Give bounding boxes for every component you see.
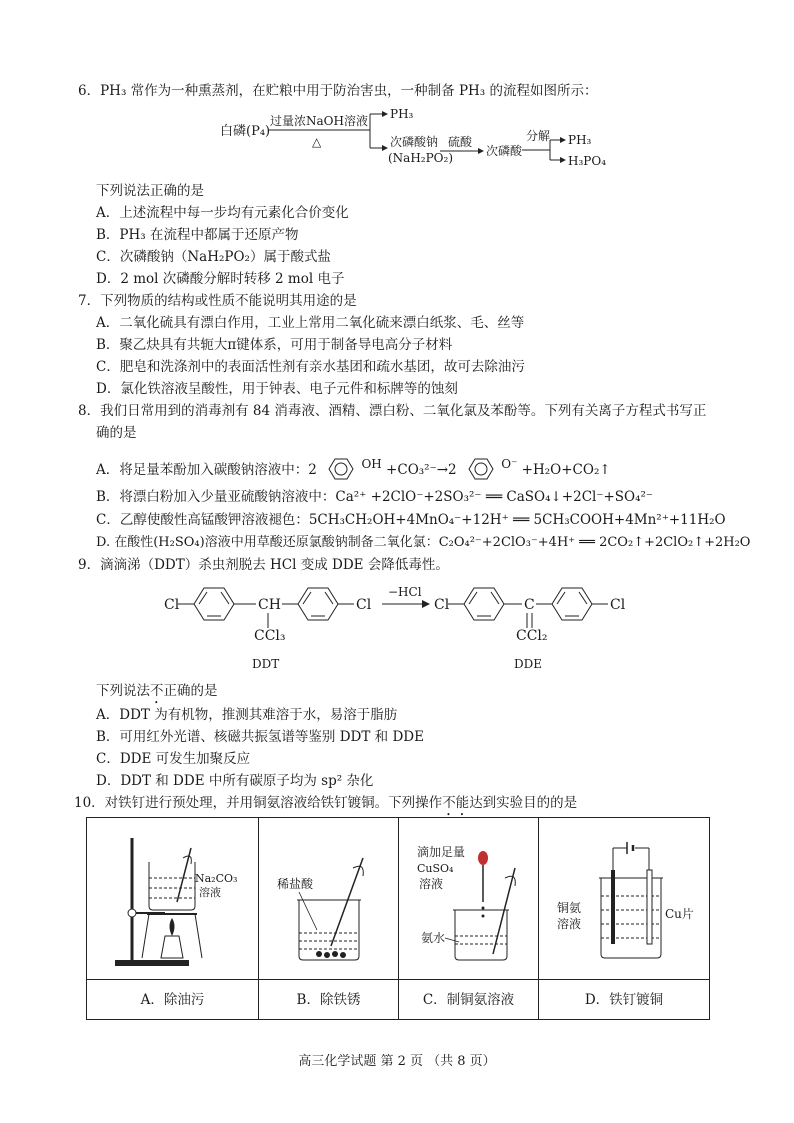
- q6-prompt: 下列说法正确的是: [96, 183, 204, 199]
- flow-product-b: H₃PO₄: [568, 154, 606, 168]
- flow-condition: △: [312, 135, 322, 149]
- ddt-ch: CH: [258, 597, 281, 613]
- q9-option-a[interactable]: A．DDT 为有机物，推测其难溶于水，易溶于脂肪: [96, 707, 398, 723]
- q7-option-a[interactable]: A．二氧化硫具有漂白作用，工业上常用二氧化硫来漂白纸浆、毛、丝等: [96, 315, 525, 331]
- ddt-cl-left: Cl: [164, 597, 180, 613]
- q10-stem-post: 达到实验目的的是: [469, 795, 578, 811]
- label-dilute-hcl: 稀盐酸: [277, 877, 314, 891]
- q8-option-b[interactable]: B．将漂白粉加入少量亚硫酸钠溶液中：Ca²⁺ +2ClO⁻+2SO₃²⁻ ══ CaSO₄↓+2Cl⁻+SO₄²⁻: [96, 489, 654, 505]
- label-na2co3: Na₂CO₃: [195, 872, 238, 885]
- flow-product1: PH₃: [390, 107, 414, 121]
- rust-removal-apparatus-icon: [259, 818, 397, 978]
- q8-option-a-oh: OH: [361, 457, 382, 471]
- ddt-cl-right: Cl: [356, 597, 372, 613]
- q6-option-b[interactable]: B．PH₃ 在流程中都属于还原产物: [96, 227, 299, 243]
- label-solution-c: 溶液: [419, 877, 444, 891]
- q9-option-d[interactable]: D．DDT 和 DDE 中所有碳原子均为 sp² 杂化: [96, 773, 374, 789]
- q9-prompt-post: 正确的是: [163, 683, 218, 699]
- q8-option-a-o: O⁻: [501, 457, 518, 471]
- q9-prompt-pre: 下列说法: [96, 683, 150, 699]
- q9-reaction-scheme: [160, 580, 640, 672]
- q8-option-c[interactable]: C．乙醇使酸性高锰酸钾溶液褪色：5CH₃CH₂OH+4MnO₄⁻+12H⁺ ══ 5CH₃COOH+4Mn²⁺+11H₂O: [96, 512, 726, 528]
- dde-cl-right: Cl: [610, 597, 626, 613]
- flow-start: 白磷(P₄): [220, 124, 271, 139]
- q6-option-c[interactable]: C．次磷酸钠（NaH₂PO₂）属于酸式盐: [96, 249, 331, 265]
- q10-stem-pre: 10．对铁钉进行预处理，并用铜氨溶液给铁钉镀铜。下列操作: [74, 795, 443, 811]
- label-cu-plate: Cu片: [665, 907, 694, 921]
- label-add-excess: 滴加足量: [417, 845, 466, 859]
- q10-stem: [74, 794, 577, 819]
- dde-label: DDE: [514, 657, 543, 671]
- flow-reagent: 过量浓NaOH溶液: [270, 114, 368, 128]
- apparatus-d[interactable]: [539, 818, 709, 979]
- q8-option-d[interactable]: D. 在酸性(H₂SO₄)溶液中用草酸还原氯酸钠制备二氧化氯：C₂O₄²⁻+2ClO₃⁻+4H⁺ ══ 2CO₂↑+2ClO₂↑+2H₂O: [96, 535, 751, 550]
- label-ammonia: 氨水: [421, 931, 446, 945]
- flow-salt-formula: (NaH₂PO₂): [388, 151, 454, 165]
- q8-option-a[interactable]: [96, 455, 611, 483]
- q6-option-a[interactable]: A．上述流程中每一步均有元素化合价变化: [96, 205, 349, 221]
- label-solution-d: 溶液: [557, 917, 582, 931]
- q8-stem-line2: 确的是: [96, 425, 137, 441]
- reaction-condition: −HCl: [388, 585, 422, 599]
- q6-option-d[interactable]: D．2 mol 次磷酸分解时转移 2 mol 电子: [96, 271, 345, 287]
- flow-decompose: 分解: [526, 129, 551, 143]
- q6-flow-diagram: [210, 104, 630, 174]
- q10-stem-emphasis: 不能: [442, 795, 470, 811]
- q7-option-b[interactable]: B．聚乙炔具有共轭大π键体系，可用于制备导电高分子材料: [96, 337, 453, 353]
- label-solution-a: 溶液: [199, 886, 221, 899]
- apparatus-a[interactable]: [87, 818, 259, 979]
- dde-c: C: [524, 597, 535, 613]
- copper-ammonia-prep-icon: [399, 818, 537, 978]
- dde-ccl2: CCl₂: [516, 628, 548, 644]
- caption-d[interactable]: D．铁钉镀铜: [539, 979, 709, 1020]
- ddt-ccl3: CCl₃: [254, 628, 286, 644]
- ddt-label: DDT: [252, 657, 280, 671]
- electroplating-apparatus-icon: [539, 818, 709, 978]
- flow-acid: 次磷酸: [486, 144, 523, 158]
- q8-option-a-post: +H₂O+CO₂↑: [521, 462, 611, 478]
- caption-a[interactable]: A．除油污: [87, 979, 259, 1020]
- flow-product-a: PH₃: [568, 133, 592, 147]
- q9-prompt-emphasis: 不: [150, 683, 164, 699]
- phenoxide-ring-icon: [461, 455, 497, 483]
- caption-b[interactable]: B．除铁锈: [259, 979, 399, 1020]
- q9-stem: 9．滴滴涕（DDT）杀虫剂脱去 HCl 变成 DDE 会降低毒性。: [78, 557, 449, 573]
- page-footer: 高三化学试题 第 2 页 （共 8 页）: [298, 1054, 496, 1069]
- q9-option-b[interactable]: B．可用红外光谱、核磁共振氢谱等鉴别 DDT 和 DDE: [96, 729, 424, 745]
- apparatus-b[interactable]: [259, 818, 399, 979]
- dde-cl-left: Cl: [434, 597, 450, 613]
- q10-apparatus-table: [86, 817, 710, 1020]
- q6-stem: 6．PH₃ 常作为一种熏蒸剂，在贮粮中用于防治害虫，一种制备 PH₃ 的流程如图所示：: [78, 83, 598, 99]
- flow-acid-reagent: 硫酸: [448, 135, 473, 149]
- caption-c[interactable]: C．制铜氨溶液: [399, 979, 539, 1020]
- apparatus-c[interactable]: [399, 818, 539, 979]
- flow-salt-name: 次磷酸钠: [390, 135, 439, 149]
- q8-stem-line1: 8．我们日常用到的消毒剂有 84 消毒液、酒精、漂白粉、二氧化氯及苯酚等。下列有关离子方程式书写正: [78, 403, 707, 419]
- phenol-ring-icon: [321, 455, 357, 483]
- q8-option-a-prefix: A．将足量苯酚加入碳酸钠溶液中：2: [96, 462, 317, 478]
- q9-option-c[interactable]: C．DDE 可发生加聚反应: [96, 751, 251, 767]
- q7-option-c[interactable]: C．肥皂和洗涤剂中的表面活性剂有亲水基团和疏水基团，故可去除油污: [96, 359, 525, 375]
- label-cuso4: CuSO₄: [417, 862, 454, 875]
- label-copper-ammonia: 铜氨: [557, 901, 582, 915]
- degreasing-apparatus-icon: [87, 818, 257, 978]
- q8-option-a-mid: +CO₃²⁻→2: [386, 462, 457, 478]
- q7-stem: 7．下列物质的结构或性质不能说明其用途的是: [78, 293, 357, 309]
- q7-option-d[interactable]: D．氯化铁溶液呈酸性，用于钟表、电子元件和标牌等的蚀刻: [96, 381, 458, 397]
- q9-prompt: [96, 682, 218, 707]
